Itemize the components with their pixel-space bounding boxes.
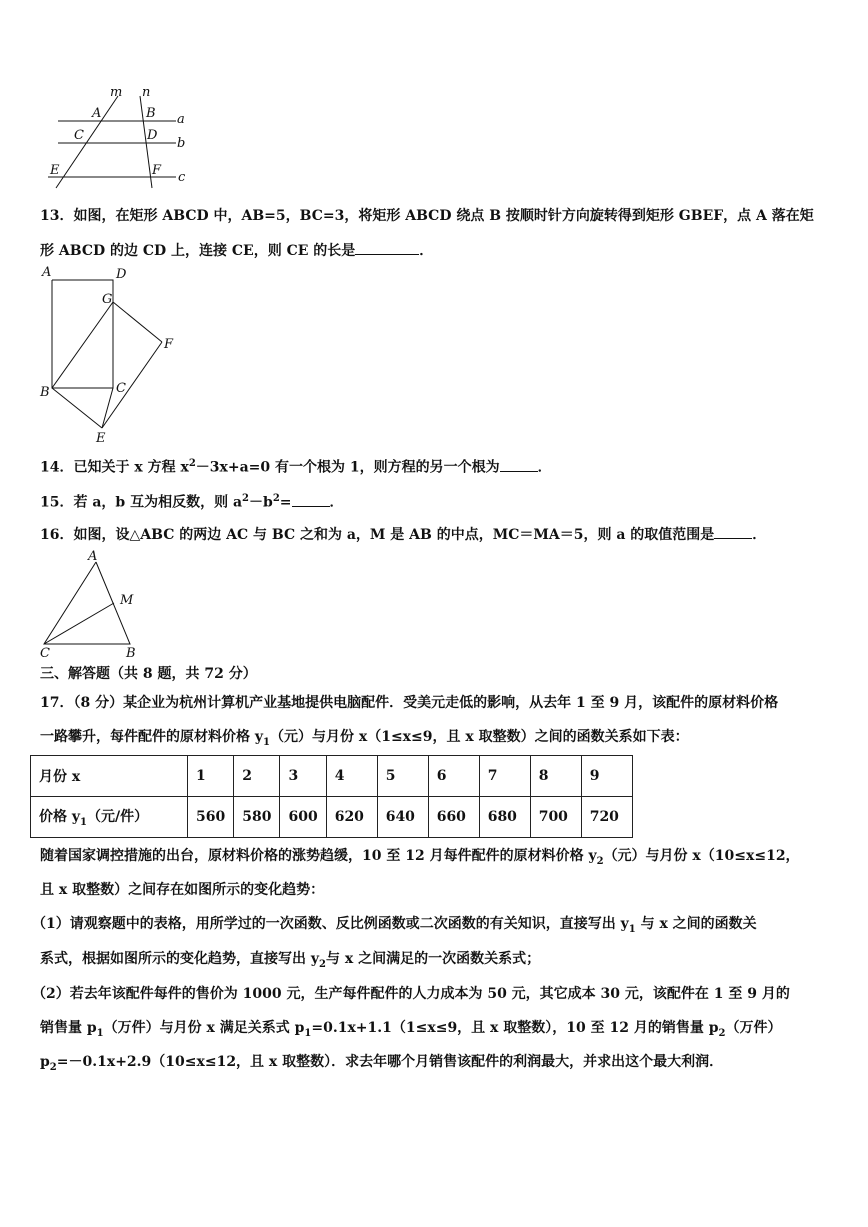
subscript: 1 [80, 816, 87, 828]
label-A: A [92, 106, 102, 121]
segment-BG [52, 302, 113, 388]
part1-text2: 与 x 之间的函数关 [635, 916, 757, 932]
table-cell: 680 [479, 797, 530, 838]
table-cell: 9 [581, 756, 632, 797]
table-cell: 700 [530, 797, 581, 838]
table-cell: 560 [188, 797, 234, 838]
q17-line3 [40, 846, 840, 872]
q17-part2-line1: （2）若去年该配件每件的售价为 1000 元，生产每件配件的人力成本为 50 元，其它成本 30 元，该配件在 1 至 9 月的 [32, 986, 790, 1002]
q17-part1-line2 [40, 949, 840, 975]
q13-line1 [40, 206, 840, 226]
label-b: b [177, 136, 186, 151]
q17-line2 [40, 727, 840, 753]
header-text: 价格 y [39, 809, 81, 826]
segment-EB [52, 388, 102, 428]
q14-line [40, 454, 840, 478]
subscript: 1 [304, 1027, 312, 1039]
q17-part1-line1 [32, 914, 840, 940]
table-row [31, 797, 633, 838]
line-m [56, 96, 118, 188]
label-B: B [40, 385, 50, 400]
table-cell: 580 [234, 797, 280, 838]
label-C: C [116, 381, 126, 396]
superscript: 2 [272, 493, 280, 504]
part2-text3: =0.1x+1.1（1≤x≤9，且 x 取整数），10 至 12 月的销售量 p [311, 1020, 719, 1036]
q16-text: 16．如图，设△ABC 的两边 AC 与 BC 之和为 a，M 是 AB 的中点，MC＝MA＝5，则 a 的取值范围是 [40, 527, 715, 543]
q17-text3b: （元）与月份 x（10≤x≤12， [603, 848, 800, 864]
label-F: F [164, 337, 174, 352]
table-cell: 1 [188, 756, 234, 797]
part2-text4: （万件） [725, 1020, 782, 1036]
table-cell: 660 [428, 797, 479, 838]
section3-title: 三、解答题（共 8 题，共 72 分） [40, 666, 257, 682]
part1-text4: 与 x 之间满足的一次函数关系式； [325, 951, 541, 967]
part2-text: 销售量 p [40, 1020, 97, 1036]
part2-text5: p [40, 1054, 50, 1070]
segment-FE [102, 342, 162, 428]
label-m: m [110, 85, 123, 100]
part1-text3: 系式，根据如图所示的变化趋势，直接写出 y [40, 951, 320, 967]
q13-text: 如图，在矩形 ABCD 中，AB=5，BC=3，将矩形 ABCD 绕点 B 按顺时针方向旋转得到矩形 GBEF，点 A 落在矩 [73, 208, 814, 224]
label-A: A [88, 549, 98, 564]
q16-end: ． [752, 527, 767, 543]
label-c: c [178, 170, 186, 185]
table-header-price [31, 797, 188, 838]
table-cell: 600 [280, 797, 326, 838]
label-F: F [152, 163, 162, 178]
answer-blank [500, 457, 538, 472]
table-header-month: 月份 x [31, 756, 188, 797]
label-E: E [96, 431, 106, 446]
label-n: n [142, 85, 151, 100]
table-cell: 3 [280, 756, 326, 797]
table-cell: 7 [479, 756, 530, 797]
label-C: C [40, 646, 50, 660]
q15-line [40, 489, 840, 513]
answer-blank [714, 524, 752, 539]
segment-CE [102, 388, 113, 428]
parallel-lines-figure [40, 84, 200, 194]
table-cell: 8 [530, 756, 581, 797]
q13-number: 13． [40, 208, 74, 224]
label-B: B [146, 106, 156, 121]
header-unit: （元/件） [86, 809, 149, 826]
q13-line2 [40, 240, 840, 261]
part1-text: （1）请观察题中的表格，用所学过的一次函数、反比例函数或二次函数的有关知识，直接写出 y [32, 916, 629, 932]
q14-end: ． [537, 459, 552, 476]
label-M: M [120, 593, 134, 608]
table-cell: 620 [326, 797, 377, 838]
q17-part2-line2 [40, 1018, 840, 1044]
label-E: E [50, 163, 60, 178]
subscript: 1 [96, 1027, 104, 1039]
q17-text: 一路攀升，每件配件的原材料价格 y [40, 729, 264, 745]
table-cell: 5 [377, 756, 428, 797]
table-cell: 6 [428, 756, 479, 797]
label-C: C [74, 128, 84, 143]
q17-text2: （元）与月份 x（1≤x≤9，且 x 取整数）之间的函数关系如下表： [269, 729, 689, 745]
superscript: 2 [188, 458, 196, 469]
rectangle-rotation-figure [38, 262, 188, 447]
part2-text6: =－0.1x+2.9（10≤x≤12，且 x 取整数）．求去年哪个月销售该配件的利润最大，并求出这个最大利润． [56, 1054, 724, 1070]
label-D: D [116, 267, 127, 282]
subscript: 1 [263, 736, 270, 748]
subscript: 2 [596, 855, 604, 867]
subscript: 2 [49, 1061, 57, 1073]
q15-eq: = [279, 494, 292, 511]
subscript: 1 [628, 923, 636, 935]
q15-text2: －b [249, 494, 273, 511]
segment-GF [113, 302, 162, 342]
segment-CM [44, 603, 114, 644]
answer-blank [355, 240, 419, 255]
table-cell: 720 [581, 797, 632, 838]
table-cell: 640 [377, 797, 428, 838]
q17-part2-line3 [40, 1052, 840, 1078]
answer-blank [292, 492, 330, 507]
q14-text2: －3x+a=0 有一个根为 1，则方程的另一个根为 [195, 459, 500, 476]
q13-text2: 形 ABCD 的边 CD 上，连接 CE，则 CE 的长是 [40, 243, 356, 259]
q15-end: ． [329, 494, 344, 511]
label-A: A [42, 265, 52, 280]
q17-line4: 且 x 取整数）之间存在如图所示的变化趋势： [40, 882, 325, 898]
label-D: D [147, 128, 158, 143]
table-cell: 2 [234, 756, 280, 797]
q17-text3: 随着国家调控措施的出台，原材料价格的涨势趋缓，10 至 12 月每件配件的原材料价格 y [40, 848, 597, 864]
subscript: 2 [319, 958, 326, 970]
q17-line1: 17．（8 分）某企业为杭州计算机产业基地提供电脑配件．受美元走低的影响，从去年 1 至 9 月，该配件的原材料价格 [40, 695, 779, 711]
subscript: 2 [718, 1027, 726, 1039]
superscript: 2 [242, 493, 250, 504]
label-B: B [126, 646, 136, 660]
triangle-figure [38, 548, 148, 660]
part2-text2: （万件）与月份 x 满足关系式 p [103, 1020, 305, 1036]
q15-text: 15．若 a，b 互为相反数，则 a [40, 494, 243, 511]
label-a: a [177, 112, 185, 127]
q13-end: ． [419, 243, 434, 259]
table-row [31, 756, 633, 797]
triangle-ABC [44, 562, 130, 644]
table-cell: 4 [326, 756, 377, 797]
q14-text: 14．已知关于 x 方程 x [40, 459, 189, 476]
q16-line [40, 524, 840, 545]
price-table [30, 755, 633, 838]
label-G: G [102, 292, 113, 307]
